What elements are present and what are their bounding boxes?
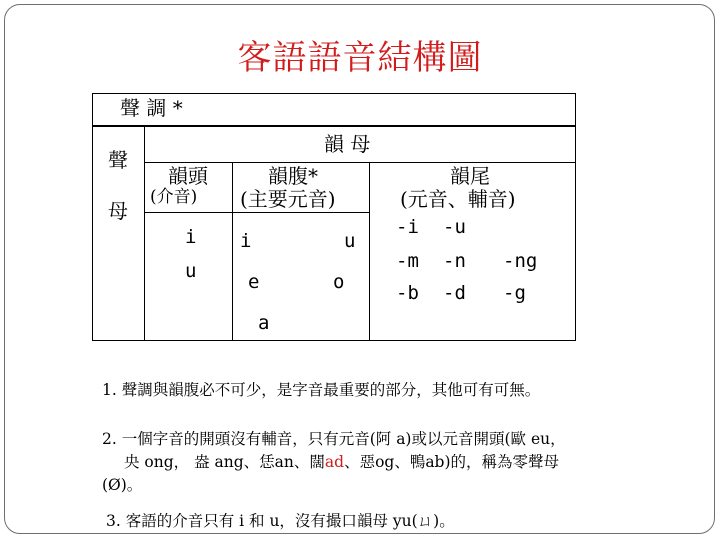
note-2-line2-post: 、惡og、鴨ab)的，稱為零聲母 [344, 453, 560, 471]
coda-m: -m [396, 250, 419, 272]
nucleus-divider [369, 162, 370, 341]
coda-d: -d [443, 282, 466, 304]
medial-label: 韻頭 [168, 164, 208, 188]
coda-ng: -ng [503, 250, 538, 272]
medial-u: u [185, 260, 197, 282]
note-2-line2-pre: 央 ong， 盎 ang、恁an、闊 [124, 453, 325, 471]
note-2-highlight: ad [324, 453, 345, 471]
note-1: 1. 聲調與韻腹必不可少，是字音最重要的部分，其他可有可無。 [102, 381, 541, 399]
medial-i: i [185, 226, 197, 248]
structure-table [92, 126, 576, 341]
final-header-divider [144, 162, 576, 163]
coda-sublabel: (元音、輔音) [400, 187, 516, 211]
nucleus-o: o [333, 271, 345, 293]
coda-label: 韻尾 [450, 164, 490, 188]
note-2-line2 [124, 455, 559, 471]
medial-sublabel: (介音) [150, 187, 198, 207]
nucleus-e: e [248, 271, 260, 293]
coda-n: -n [443, 250, 466, 272]
note-2-line1: 2. 一個字音的開頭沒有輔音，只有元音(阿 a)或以元音開頭(歐 eu， [102, 430, 566, 448]
initial-label-char1: 聲 [108, 148, 128, 172]
nucleus-label: 韻腹* [268, 164, 318, 188]
note-2-line3: (Ø)。 [102, 476, 143, 494]
tone-header: 聲 調 * [120, 96, 183, 120]
initial-label-char2: 母 [108, 199, 128, 223]
note-3: 3. 客語的介音只有 i 和 u，沒有撮口韻母 yu(ㄩ)。 [106, 512, 455, 530]
nucleus-sublabel: (主要元音) [240, 187, 336, 211]
slide-title: 客語語音結構圖 [237, 38, 483, 78]
nucleus-u: u [344, 230, 356, 252]
coda-i: -i [396, 216, 419, 238]
initial-divider [144, 126, 145, 341]
nucleus-i: i [240, 230, 252, 252]
coda-b: -b [396, 282, 419, 304]
coda-u: -u [443, 216, 466, 238]
nucleus-a: a [258, 312, 270, 334]
medial-row-divider [144, 212, 232, 213]
nucleus-row-divider [232, 212, 369, 213]
coda-g: -g [503, 282, 526, 304]
final-header: 韻 母 [324, 132, 371, 156]
medial-divider [232, 162, 233, 341]
